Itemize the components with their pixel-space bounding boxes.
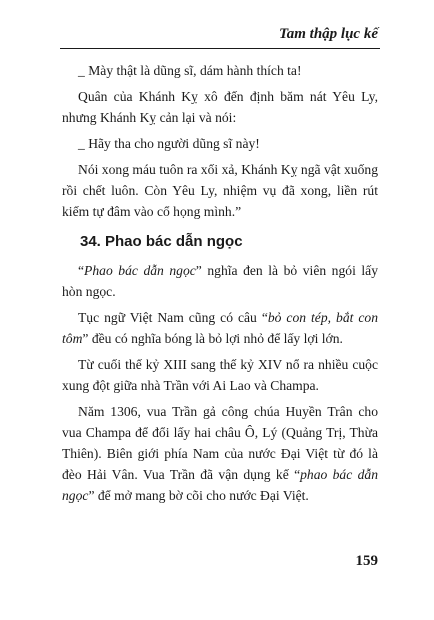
strategy-term: Phao bác dẫn ngọc xyxy=(84,263,196,278)
body-paragraph: Quân của Khánh Kỵ xô đến định băm nát Yêu Ly, nhưng Khánh Kỵ cản lại và nói: xyxy=(62,89,378,125)
history-paragraph: Từ cuối thế kỷ XIII sang thế kỷ XIV nổ ra nhiều cuộc xung đột giữa nhà Trần với Ai Lao và Champa. xyxy=(62,357,378,393)
running-header: Tam thập lục kế xyxy=(278,26,378,42)
body-paragraph: Nói xong máu tuôn ra xối xả, Khánh Kỵ ngã vật xuống rồi chết luôn. Còn Yêu Ly, nhiệm vụ đã xong, liền rút kiếm tự đâm vào cổ họng mình.” xyxy=(62,162,378,219)
section-heading: 34. Phao bác dẫn ngọc xyxy=(80,233,243,250)
page-body xyxy=(62,60,378,511)
page-number: 159 xyxy=(355,553,378,569)
strategy-term: phao bác dẫn ngọc xyxy=(62,467,378,503)
definition-paragraph: “Phao bác dẫn ngọc” nghĩa đen là bỏ viên ngói lấy hòn ngọc. xyxy=(62,263,378,299)
proverb-term: bỏ con tép, bắt con tôm xyxy=(62,310,378,346)
dialogue-line: _ Mày thật là dũng sĩ, dám hành thích ta! xyxy=(78,63,302,78)
proverb-paragraph: Tục ngữ Việt Nam cũng có câu “bỏ con tép, bắt con tôm” đều có nghĩa bóng là bỏ lợi nhỏ để lấy lợi lớn. xyxy=(62,310,378,346)
history-paragraph: Năm 1306, vua Trần gả công chúa Huyền Trân cho vua Champa để đổi lấy hai châu Ô, Lý (Quảng Trị, Thừa Thiên). Biên giới phía Nam của nước Đại Việt từ đó là đèo Hải Vân. Vua Trần đã vận dụng kế “phao bác dẫn ngọc” để mở mang bờ cõi cho nước Đại Việt. xyxy=(62,404,378,503)
dialogue-line: _ Hãy tha cho người dũng sĩ này! xyxy=(78,136,260,151)
header-rule xyxy=(60,48,380,49)
